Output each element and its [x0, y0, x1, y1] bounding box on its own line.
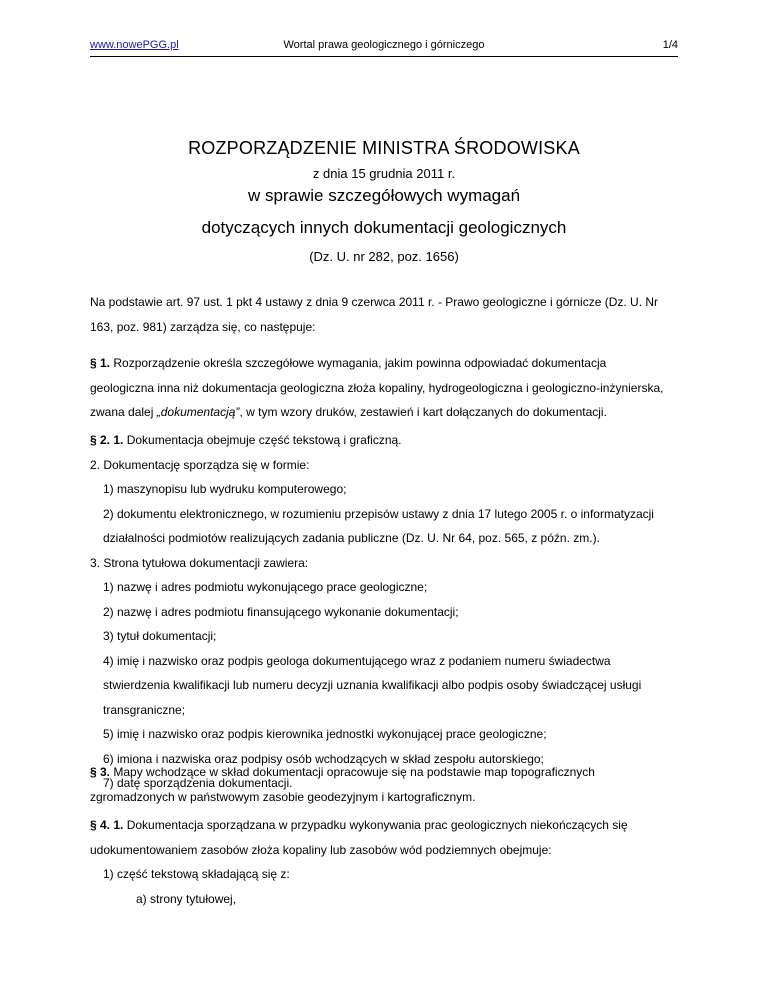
page-header [90, 38, 678, 56]
list-item: 4) imię i nazwisko oraz podpis geologa dokumentującego wraz z podaniem numeru świadectwa [103, 653, 611, 668]
list-item: 1) maszynopisu lub wydruku komputerowego; [103, 482, 347, 496]
paragraph-text: Mapy wchodzące w skład dokumentacji opracowuje się na podstawie map topograficznych [113, 765, 595, 779]
document-title: ROZPORZĄDZENIE MINISTRA ŚRODOWISKA [188, 138, 580, 158]
list-item: działalności podmiotów realizujących zadania publiczne (Dz. U. Nr 64, poz. 565, z późn. zm.). [103, 531, 600, 545]
paragraph-line [90, 351, 678, 376]
document-subject-line1: w sprawie szczegółowych wymagań [247, 186, 521, 205]
list-item: 6) imiona i nazwiska oraz podpisy osób wchodzących w skład zespołu autorskiego; [103, 751, 544, 766]
paragraph-line [90, 428, 678, 453]
paragraph-mark: § 4. 1. [90, 818, 124, 832]
header-divider [90, 56, 678, 57]
paragraph-1 [90, 351, 678, 425]
list-item: transgraniczne; [103, 702, 186, 717]
list-item: 1) nazwę i adres podmiotu wykonującego prace geologiczne; [103, 580, 428, 594]
list-item: 1) część tekstową składającą się z: [103, 867, 290, 881]
paragraph-text: , w tym wzory druków, zestawień i kart dołączanych do dokumentacji. [239, 405, 607, 419]
preamble [90, 290, 678, 339]
defined-term: „dokumentacją” [156, 405, 240, 419]
paragraph-line [90, 760, 678, 785]
list-item: 7) datę sporządzenia dokumentacji. [103, 776, 293, 790]
paragraph-mark: § 2. 1. [90, 433, 124, 447]
list-item: stwierdzenia kwalifikacji lub numeru decyzji uznania kwalifikacji albo podpis osoby świadczącej usługi [103, 678, 642, 692]
paragraph-line [90, 813, 678, 838]
paragraph-line: zgromadzonych w państwowym zasobie geodezyjnym i kartograficznym. [90, 789, 476, 804]
list-item: 2) dokumentu elektronicznego, w rozumieniu przepisów ustawy z dnia 17 lutego 2005 r. o informatyzacji [103, 506, 654, 521]
document-reference: (Dz. U. nr 282, poz. 1656) [309, 249, 459, 264]
paragraph-line: udokumentowaniem zasobów złoża kopaliny lub zasobów wód podziemnych obejmuje: [90, 842, 552, 857]
page-number: 1/4 [662, 39, 678, 51]
paragraph-text: Dokumentacja sporządzana w przypadku wykonywania prac geologicznych niekończących się [126, 818, 628, 832]
paragraph-line: 3. Strona tytułowa dokumentacji zawiera: [90, 555, 309, 570]
preamble-line: 163, poz. 981) zarządza się, co następuje: [90, 319, 316, 334]
list-item: 5) imię i nazwisko oraz podpis kierownika jednostki wykonującej prace geologiczne; [103, 727, 547, 741]
paragraph-4 [90, 813, 678, 911]
preamble-line: Na podstawie art. 97 ust. 1 pkt 4 ustawy z dnia 9 czerwca 2011 r. - Prawo geologiczne i górnicze (Dz. U. Nr [90, 295, 659, 309]
paragraph-line: 2. Dokumentację sporządza się w formie: [90, 457, 310, 472]
paragraph-mark: § 3. [90, 765, 111, 779]
paragraph-3 [90, 760, 678, 809]
document-date: z dnia 15 grudnia 2011 r. [312, 166, 456, 181]
paragraph-line [90, 400, 678, 425]
portal-title: Wortal prawa geologicznego i górniczego [283, 39, 485, 51]
list-item: 3) tytuł dokumentacji; [103, 629, 217, 643]
paragraph-text: zwana dalej [90, 405, 157, 419]
site-link[interactable]: www.nowePGG.pl [90, 39, 179, 51]
paragraph-text: Rozporządzenie określa szczegółowe wymagania, jakim powinna odpowiadać dokumentacja [113, 356, 607, 370]
paragraph-text: Dokumentacja obejmuje część tekstową i graficzną. [126, 433, 402, 447]
document-subject-line2: dotyczących innych dokumentacji geologicznych [201, 218, 567, 237]
list-subitem: a) strony tytułowej, [136, 891, 237, 906]
paragraph-mark: § 1. [90, 356, 111, 370]
paragraph-2 [90, 428, 678, 796]
list-item: 2) nazwę i adres podmiotu finansującego wykonanie dokumentacji; [103, 604, 459, 619]
paragraph-line: geologiczna inna niż dokumentacja geologiczna złoża kopaliny, hydrogeologiczna i geologiczno-inżynierska, [90, 380, 664, 395]
